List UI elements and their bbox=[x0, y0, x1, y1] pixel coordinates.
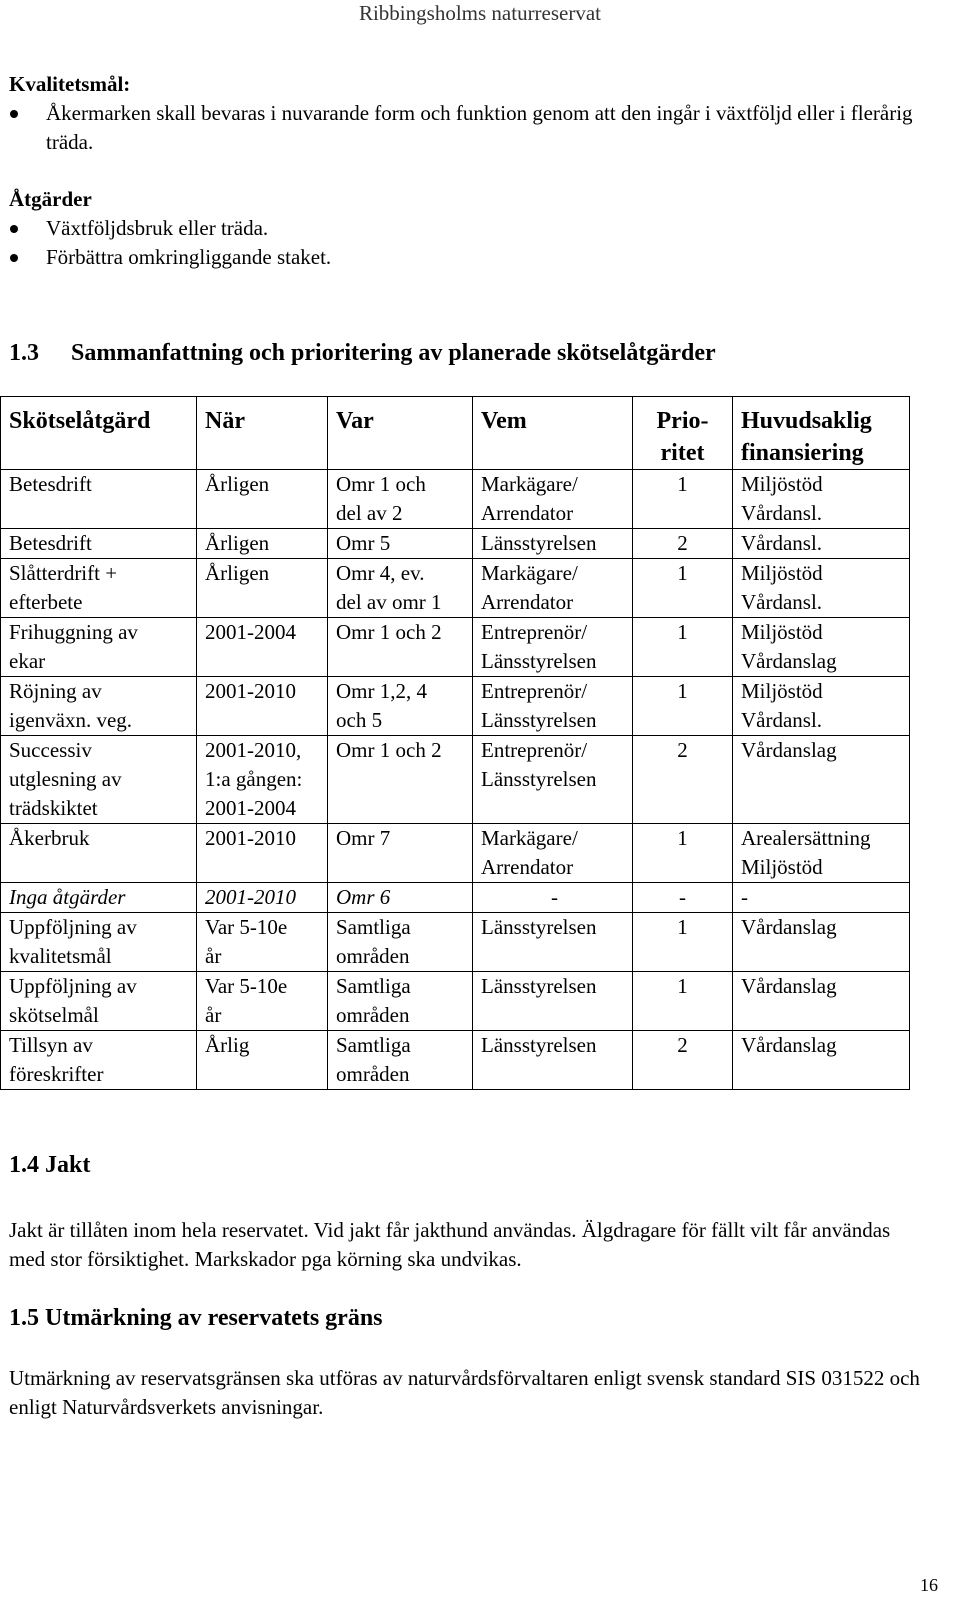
cell-line: Röjning av bbox=[9, 679, 102, 703]
cell-funding bbox=[733, 972, 910, 1031]
cell-where bbox=[328, 470, 473, 529]
cell-line: Vårdansl. bbox=[741, 531, 823, 555]
cell-measure bbox=[1, 1031, 197, 1090]
cell-where bbox=[328, 559, 473, 618]
cell-when bbox=[197, 618, 328, 677]
cell-line: Åkerbruk bbox=[9, 826, 90, 850]
cell-funding bbox=[733, 559, 910, 618]
cell-line: Omr 6 bbox=[336, 885, 391, 909]
cell-where bbox=[328, 972, 473, 1031]
cell-who bbox=[473, 913, 633, 972]
cell-when bbox=[197, 824, 328, 883]
cell-line: Vårdansl. bbox=[741, 501, 823, 525]
cell-line: 2001-2010 bbox=[205, 826, 296, 850]
cell-line: år bbox=[205, 944, 222, 968]
cell-measure bbox=[1, 972, 197, 1031]
cell-line: Arrendator bbox=[481, 590, 574, 614]
cell-line: Länsstyrelsen bbox=[481, 1033, 597, 1057]
header-funding: Huvudsaklig finansiering bbox=[733, 397, 910, 470]
cell-when bbox=[197, 470, 328, 529]
table-row bbox=[1, 1031, 910, 1090]
section-1-3-heading bbox=[9, 338, 716, 368]
table-row bbox=[1, 529, 910, 559]
cell-line: Betesdrift bbox=[9, 531, 92, 555]
cell-line: Samtliga bbox=[336, 974, 411, 998]
list-item: Växtföljdsbruk eller träda. bbox=[9, 214, 929, 243]
section-title: Sammanfattning och prioritering av planerade skötselåtgärder bbox=[71, 340, 716, 366]
page-number: 16 bbox=[920, 1575, 938, 1595]
cell-measure bbox=[1, 529, 197, 559]
cell-measure bbox=[1, 618, 197, 677]
cell-line: Miljöstöd bbox=[741, 620, 823, 644]
cell-line: områden bbox=[336, 1062, 410, 1086]
cell-line: Omr 5 bbox=[336, 531, 391, 555]
cell-line: områden bbox=[336, 944, 410, 968]
cell-funding bbox=[733, 1031, 910, 1090]
cell-who bbox=[473, 883, 633, 913]
cell-line: Arrendator bbox=[481, 855, 574, 879]
cell-who bbox=[473, 972, 633, 1031]
cell-priority: - bbox=[633, 883, 733, 913]
cell-line: Omr 1 och 2 bbox=[336, 738, 442, 762]
cell-who bbox=[473, 824, 633, 883]
cell-line: områden bbox=[336, 1003, 410, 1027]
cell-when bbox=[197, 736, 328, 824]
cell-priority: 1 bbox=[633, 677, 733, 736]
cell-priority: 1 bbox=[633, 972, 733, 1031]
cell-when bbox=[197, 972, 328, 1031]
table-row bbox=[1, 913, 910, 972]
cell-funding bbox=[733, 736, 910, 824]
cell-line: Inga åtgärder bbox=[9, 885, 126, 909]
table-row bbox=[1, 677, 910, 736]
cell-priority: 1 bbox=[633, 559, 733, 618]
section-1-4-text: Jakt är tillåten inom hela reservatet. Vid jakt får jakthund användas. Älgdragare för fällt vilt får användas med stor försiktighet. Markskador pga körning ska undvikas. bbox=[9, 1218, 891, 1271]
cell-funding bbox=[733, 824, 910, 883]
cell-where bbox=[328, 824, 473, 883]
cell-line: trädskiktet bbox=[9, 796, 98, 820]
goals-and-actions bbox=[9, 70, 929, 272]
cell-measure bbox=[1, 736, 197, 824]
cell-priority: 2 bbox=[633, 736, 733, 824]
cell-when bbox=[197, 559, 328, 618]
actions-heading: Åtgärder bbox=[9, 187, 92, 211]
cell-line: 2001-2004 bbox=[205, 620, 296, 644]
cell-funding bbox=[733, 618, 910, 677]
cell-line: Vårdanslag bbox=[741, 649, 837, 673]
cell-funding bbox=[733, 470, 910, 529]
goals-list bbox=[9, 99, 929, 157]
cell-priority: 1 bbox=[633, 824, 733, 883]
cell-when bbox=[197, 913, 328, 972]
table-body bbox=[1, 470, 910, 1090]
cell-funding bbox=[733, 913, 910, 972]
table-row bbox=[1, 883, 910, 913]
cell-measure bbox=[1, 470, 197, 529]
cell-where bbox=[328, 736, 473, 824]
header-measure: Skötselåtgärd bbox=[1, 397, 197, 470]
cell-funding bbox=[733, 529, 910, 559]
cell-line: Entreprenör/ bbox=[481, 738, 588, 762]
section-1-5-text: Utmärkning av reservatsgränsen ska utföras av naturvårdsförvaltaren enligt svensk standard SIS 031522 och enligt Naturvårdsverkets anvisningar. bbox=[9, 1366, 920, 1419]
actions-list bbox=[9, 214, 929, 272]
cell-line: Omr 4, ev. bbox=[336, 561, 425, 585]
cell-where bbox=[328, 1031, 473, 1090]
cell-line: Länsstyrelsen bbox=[481, 974, 597, 998]
cell-line: kvalitetsmål bbox=[9, 944, 112, 968]
cell-line: Vårdanslag bbox=[741, 974, 837, 998]
cell-line: Samtliga bbox=[336, 1033, 411, 1057]
cell-line: Årligen bbox=[205, 472, 270, 496]
table-row bbox=[1, 618, 910, 677]
cell-where bbox=[328, 913, 473, 972]
cell-line: 2001-2010 bbox=[205, 885, 296, 909]
cell-when bbox=[197, 677, 328, 736]
cell-line: 2001-2010 bbox=[205, 679, 296, 703]
header-when: När bbox=[197, 397, 328, 470]
table-row bbox=[1, 736, 910, 824]
cell-line: Miljöstöd bbox=[741, 855, 823, 879]
cell-funding bbox=[733, 883, 910, 913]
cell-line: Vårdanslag bbox=[741, 1033, 837, 1057]
goals-heading: Kvalitetsmål: bbox=[9, 72, 131, 96]
cell-line: Markägare/ bbox=[481, 826, 578, 850]
section-number: 1.3 bbox=[9, 340, 39, 366]
header-where: Var bbox=[328, 397, 473, 470]
cell-line: - bbox=[551, 885, 558, 909]
cell-line: Länsstyrelsen bbox=[481, 767, 597, 791]
cell-line: 2001-2004 bbox=[205, 796, 296, 820]
cell-line: del av 2 bbox=[336, 501, 403, 525]
cell-who bbox=[473, 677, 633, 736]
cell-measure bbox=[1, 559, 197, 618]
cell-line: Slåtterdrift + bbox=[9, 561, 118, 585]
cell-line: skötselmål bbox=[9, 1003, 99, 1027]
cell-line: Vårdanslag bbox=[741, 738, 837, 762]
cell-line: Vårdansl. bbox=[741, 590, 823, 614]
cell-line: Frihuggning av bbox=[9, 620, 138, 644]
cell-line: Omr 1 och 2 bbox=[336, 620, 442, 644]
cell-line: Omr 1,2, 4 bbox=[336, 679, 427, 703]
cell-line: Tillsyn av bbox=[9, 1033, 93, 1057]
cell-priority: 2 bbox=[633, 529, 733, 559]
measures-table bbox=[0, 396, 910, 1090]
cell-line: del av omr 1 bbox=[336, 590, 442, 614]
cell-line: Länsstyrelsen bbox=[481, 915, 597, 939]
cell-when bbox=[197, 883, 328, 913]
table-row bbox=[1, 559, 910, 618]
list-item: Förbättra omkringliggande staket. bbox=[9, 243, 929, 272]
cell-where bbox=[328, 677, 473, 736]
cell-line: ekar bbox=[9, 649, 46, 673]
header-who: Vem bbox=[473, 397, 633, 470]
cell-line: Årligen bbox=[205, 531, 270, 555]
cell-funding bbox=[733, 677, 910, 736]
table-row bbox=[1, 972, 910, 1031]
cell-line: och 5 bbox=[336, 708, 383, 732]
cell-line: Entreprenör/ bbox=[481, 679, 588, 703]
cell-line: Var 5-10e bbox=[205, 915, 288, 939]
cell-line: Miljöstöd bbox=[741, 561, 823, 585]
cell-line: Årligen bbox=[205, 561, 270, 585]
cell-line: Arealersättning bbox=[741, 826, 871, 850]
cell-line: föreskrifter bbox=[9, 1062, 104, 1086]
cell-priority: 2 bbox=[633, 1031, 733, 1090]
cell-line: Uppföljning av bbox=[9, 974, 137, 998]
cell-where bbox=[328, 618, 473, 677]
cell-line: 2001-2010, bbox=[205, 738, 302, 762]
cell-where bbox=[328, 883, 473, 913]
cell-line: Vårdanslag bbox=[741, 915, 837, 939]
cell-line: Miljöstöd bbox=[741, 679, 823, 703]
cell-line: Uppföljning av bbox=[9, 915, 137, 939]
cell-when bbox=[197, 1031, 328, 1090]
cell-who bbox=[473, 529, 633, 559]
cell-line: Årlig bbox=[205, 1033, 250, 1057]
cell-where bbox=[328, 529, 473, 559]
cell-line: - bbox=[741, 885, 748, 909]
cell-line: Länsstyrelsen bbox=[481, 649, 597, 673]
cell-line: Miljöstöd bbox=[741, 472, 823, 496]
cell-who bbox=[473, 559, 633, 618]
cell-who bbox=[473, 618, 633, 677]
cell-when bbox=[197, 529, 328, 559]
list-item: Åkermarken skall bevaras i nuvarande form och funktion genom att den ingår i växtföljd eller i flerårig träda. bbox=[9, 99, 929, 157]
cell-priority: 1 bbox=[633, 470, 733, 529]
cell-line: Markägare/ bbox=[481, 472, 578, 496]
cell-line: Entreprenör/ bbox=[481, 620, 588, 644]
cell-priority: 1 bbox=[633, 618, 733, 677]
cell-line: Omr 7 bbox=[336, 826, 391, 850]
cell-line: Samtliga bbox=[336, 915, 411, 939]
cell-line: Markägare/ bbox=[481, 561, 578, 585]
cell-line: Successiv bbox=[9, 738, 92, 762]
cell-measure bbox=[1, 824, 197, 883]
header-priority: Prio- ritet bbox=[633, 397, 733, 470]
cell-who bbox=[473, 1031, 633, 1090]
cell-line: Betesdrift bbox=[9, 472, 92, 496]
cell-line: Länsstyrelsen bbox=[481, 708, 597, 732]
cell-measure bbox=[1, 883, 197, 913]
table-header-row bbox=[1, 397, 910, 470]
cell-line: Omr 1 och bbox=[336, 472, 426, 496]
cell-who bbox=[473, 470, 633, 529]
cell-line: efterbete bbox=[9, 590, 83, 614]
cell-line: Var 5-10e bbox=[205, 974, 288, 998]
cell-line: 1:a gången: bbox=[205, 767, 303, 791]
cell-line: utglesning av bbox=[9, 767, 122, 791]
cell-who bbox=[473, 736, 633, 824]
section-1-5-heading: 1.5 Utmärkning av reservatets gräns bbox=[9, 1305, 383, 1331]
cell-line: år bbox=[205, 1003, 222, 1027]
table-row bbox=[1, 824, 910, 883]
cell-line: Arrendator bbox=[481, 501, 574, 525]
cell-priority: 1 bbox=[633, 913, 733, 972]
cell-measure bbox=[1, 913, 197, 972]
cell-line: Länsstyrelsen bbox=[481, 531, 597, 555]
section-1-4-heading: 1.4 Jakt bbox=[9, 1152, 91, 1178]
cell-line: igenväxn. veg. bbox=[9, 708, 133, 732]
cell-line: Vårdansl. bbox=[741, 708, 823, 732]
cell-measure bbox=[1, 677, 197, 736]
running-head: Ribbingsholms naturreservat bbox=[358, 1, 602, 25]
table-row bbox=[1, 470, 910, 529]
